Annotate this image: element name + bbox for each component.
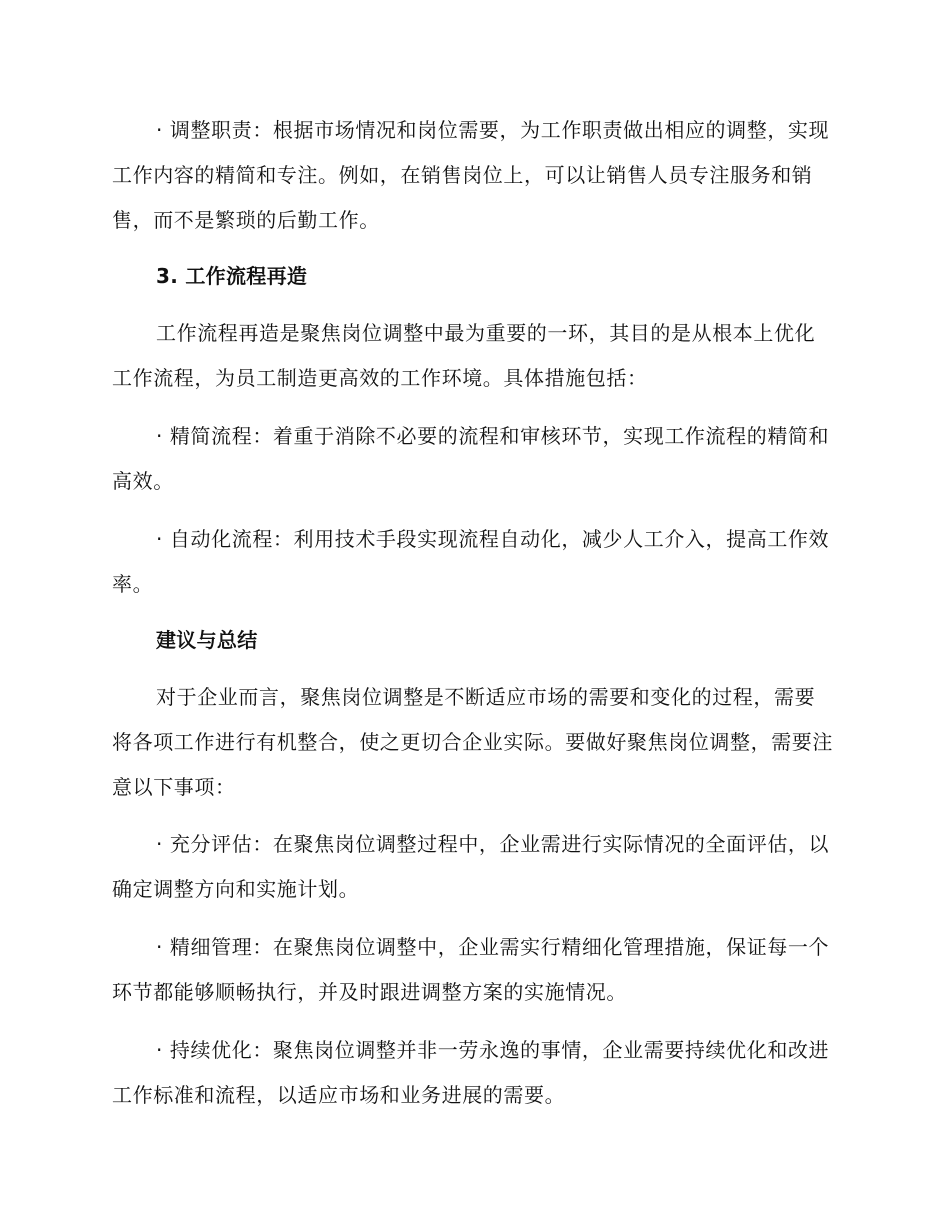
section-heading-workflow: 3. 工作流程再造	[156, 264, 308, 288]
paragraph-continuous-optimization: · 持续优化：聚焦岗位调整并非一劳永逸的事情，企业需要持续优化和改进工作标准和流程，以适应市场和业务进展的需要。	[112, 1038, 830, 1107]
paragraph-fine-management: · 精细管理：在聚焦岗位调整中，企业需实行精细化管理措施，保证每一个环节都能够顺畅执行，并及时跟进调整方案的实施情况。	[112, 935, 830, 1004]
section-heading-summary: 建议与总结	[156, 628, 258, 652]
paragraph-adjust-duties: · 调整职责：根据市场情况和岗位需要，为工作职责做出相应的调整，实现工作内容的精简和专注。例如，在销售岗位上，可以让销售人员专注服务和销售，而不是繁琐的后勤工作。	[112, 118, 830, 232]
paragraph-summary-intro: 对于企业而言，聚焦岗位调整是不断适应市场的需要和变化的过程，需要将各项工作进行有机整合，使之更切合企业实际。要做好聚焦岗位调整，需要注意以下事项：	[112, 685, 833, 799]
paragraph-evaluation: · 充分评估：在聚焦岗位调整过程中，企业需进行实际情况的全面评估，以确定调整方向和实施计划。	[112, 832, 830, 901]
paragraph-workflow-intro: 工作流程再造是聚焦岗位调整中最为重要的一环，其目的是从根本上优化工作流程，为员工制造更高效的工作环境。具体措施包括：	[112, 321, 816, 390]
paragraph-streamline: · 精简流程：着重于消除不必要的流程和审核环节，实现工作流程的精简和高效。	[112, 424, 830, 493]
paragraph-automation: · 自动化流程：利用技术手段实现流程自动化，减少人工介入，提高工作效率。	[112, 527, 830, 596]
